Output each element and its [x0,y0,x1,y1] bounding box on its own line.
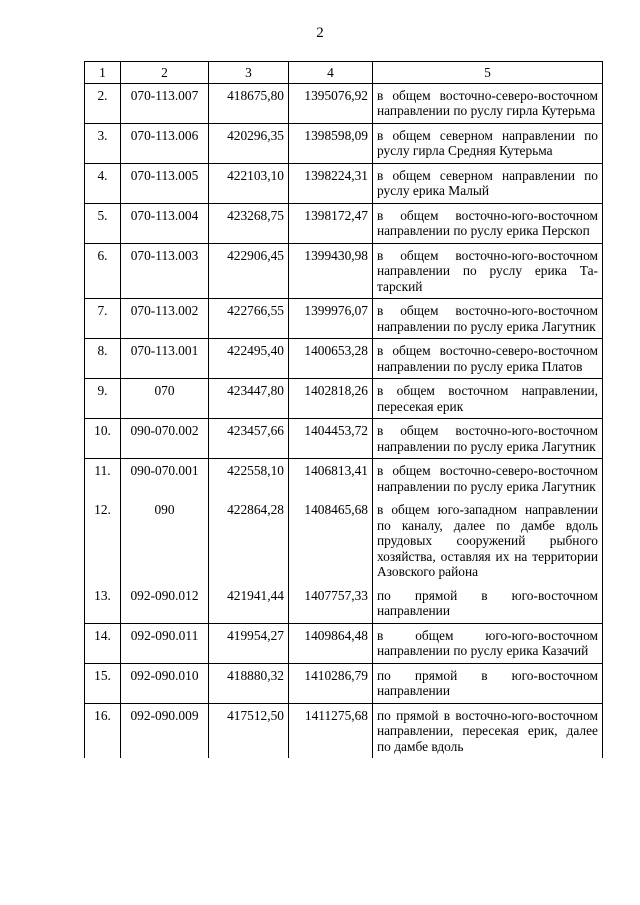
boundary-description: по прямой в восточно-юго-восточном направлении, пересекая ерик, далее по дамбе вдоль [373,703,603,758]
coordinate-y: 1399430,98 [289,243,373,299]
table-header-row [85,62,603,84]
point-code: 070-113.007 [121,83,209,123]
boundary-description: в общем восточно-юго-восточном направлении по руслу ерика Лагутник [373,419,603,459]
table-row [85,339,603,379]
point-code: 092-090.010 [121,663,209,703]
table-row [85,459,603,499]
boundary-description: в общем восточно-северо-восточном направлении по руслу гирла Кутерьма [373,83,603,123]
coordinate-x: 422103,10 [209,163,289,203]
column-header-4: 4 [289,62,373,84]
row-number: 13. [85,584,121,624]
coordinate-y: 1410286,79 [289,663,373,703]
point-code: 090 [121,498,209,584]
coordinate-x: 422495,40 [209,339,289,379]
coordinate-x: 418880,32 [209,663,289,703]
boundary-description: в общем восточно-юго-восточном направлении по руслу ерика Лагутник [373,299,603,339]
coordinate-y: 1400653,28 [289,339,373,379]
page-number: 2 [316,25,324,41]
point-code: 092-090.009 [121,703,209,758]
coordinate-x: 417512,50 [209,703,289,758]
point-code: 070-113.002 [121,299,209,339]
coordinate-y: 1404453,72 [289,419,373,459]
coordinate-x: 419954,27 [209,623,289,663]
coordinate-y: 1411275,68 [289,703,373,758]
row-number: 2. [85,83,121,123]
row-number: 15. [85,663,121,703]
row-number: 6. [85,243,121,299]
coordinate-x: 422558,10 [209,459,289,499]
row-number: 14. [85,623,121,663]
coordinate-x: 423268,75 [209,203,289,243]
point-code: 092-090.011 [121,623,209,663]
coordinate-y: 1407757,33 [289,584,373,624]
coordinate-y: 1402818,26 [289,379,373,419]
table-row [85,83,603,123]
table-row [85,243,603,299]
row-number: 3. [85,123,121,163]
coordinate-x: 422864,28 [209,498,289,584]
table-row [85,584,603,624]
point-code: 070-113.003 [121,243,209,299]
row-number: 12. [85,498,121,584]
table-row [85,623,603,663]
coordinate-x: 420296,35 [209,123,289,163]
point-code: 090-070.002 [121,419,209,459]
table-row [85,379,603,419]
coordinate-x: 418675,80 [209,83,289,123]
point-code: 092-090.012 [121,584,209,624]
boundary-description: в общем северном направлении по руслу гирла Средняя Кутерьма [373,123,603,163]
coordinate-y: 1399976,07 [289,299,373,339]
boundary-description: в общем восточно-юго-восточном направлении по руслу ерика Перскоп [373,203,603,243]
coordinate-x: 422766,55 [209,299,289,339]
row-number: 11. [85,459,121,499]
coordinate-y: 1408465,68 [289,498,373,584]
table-row [85,703,603,758]
coordinate-x: 422906,45 [209,243,289,299]
table-row [85,498,603,584]
boundary-description: в общем восточном направлении, пересекая ерик [373,379,603,419]
coordinate-y: 1398224,31 [289,163,373,203]
boundary-points-table [84,61,603,758]
coordinate-y: 1395076,92 [289,83,373,123]
boundary-description: по прямой в юго-восточном направлении [373,663,603,703]
boundary-description: в общем восточно-северо-восточном направлении по руслу ерика Лагутник [373,459,603,499]
table-row [85,299,603,339]
column-header-3: 3 [209,62,289,84]
row-number: 10. [85,419,121,459]
coordinate-y: 1398172,47 [289,203,373,243]
row-number: 7. [85,299,121,339]
boundary-description: в общем юго-западном направлении по каналу, далее по дамбе вдоль прудовых сооружений рыбного хозяйства, оставляя их на территории Азовского района [373,498,603,584]
coordinate-y: 1398598,09 [289,123,373,163]
table-row [85,419,603,459]
table-row [85,163,603,203]
point-code: 070-113.006 [121,123,209,163]
row-number: 5. [85,203,121,243]
boundary-description: в общем восточно-северо-восточном направлении по руслу ерика Платов [373,339,603,379]
coordinate-y: 1409864,48 [289,623,373,663]
table-row [85,123,603,163]
row-number: 16. [85,703,121,758]
table-row [85,203,603,243]
row-number: 9. [85,379,121,419]
point-code: 070-113.004 [121,203,209,243]
boundary-description: в общем юго-юго-восточном направлении по руслу ерика Казачий [373,623,603,663]
coordinate-x: 423447,80 [209,379,289,419]
boundary-description: по прямой в юго-восточном направлении [373,584,603,624]
row-number: 4. [85,163,121,203]
point-code: 070 [121,379,209,419]
column-header-1: 1 [85,62,121,84]
boundary-description: в общем восточно-юго-восточном направлении по руслу ерика Татарский [373,243,603,299]
point-code: 090-070.001 [121,459,209,499]
coordinate-x: 423457,66 [209,419,289,459]
boundary-description: в общем северном направлении по руслу ерика Малый [373,163,603,203]
row-number: 8. [85,339,121,379]
table-row [85,663,603,703]
point-code: 070-113.001 [121,339,209,379]
point-code: 070-113.005 [121,163,209,203]
column-header-5: 5 [373,62,603,84]
coordinate-x: 421941,44 [209,584,289,624]
coordinate-y: 1406813,41 [289,459,373,499]
column-header-2: 2 [121,62,209,84]
